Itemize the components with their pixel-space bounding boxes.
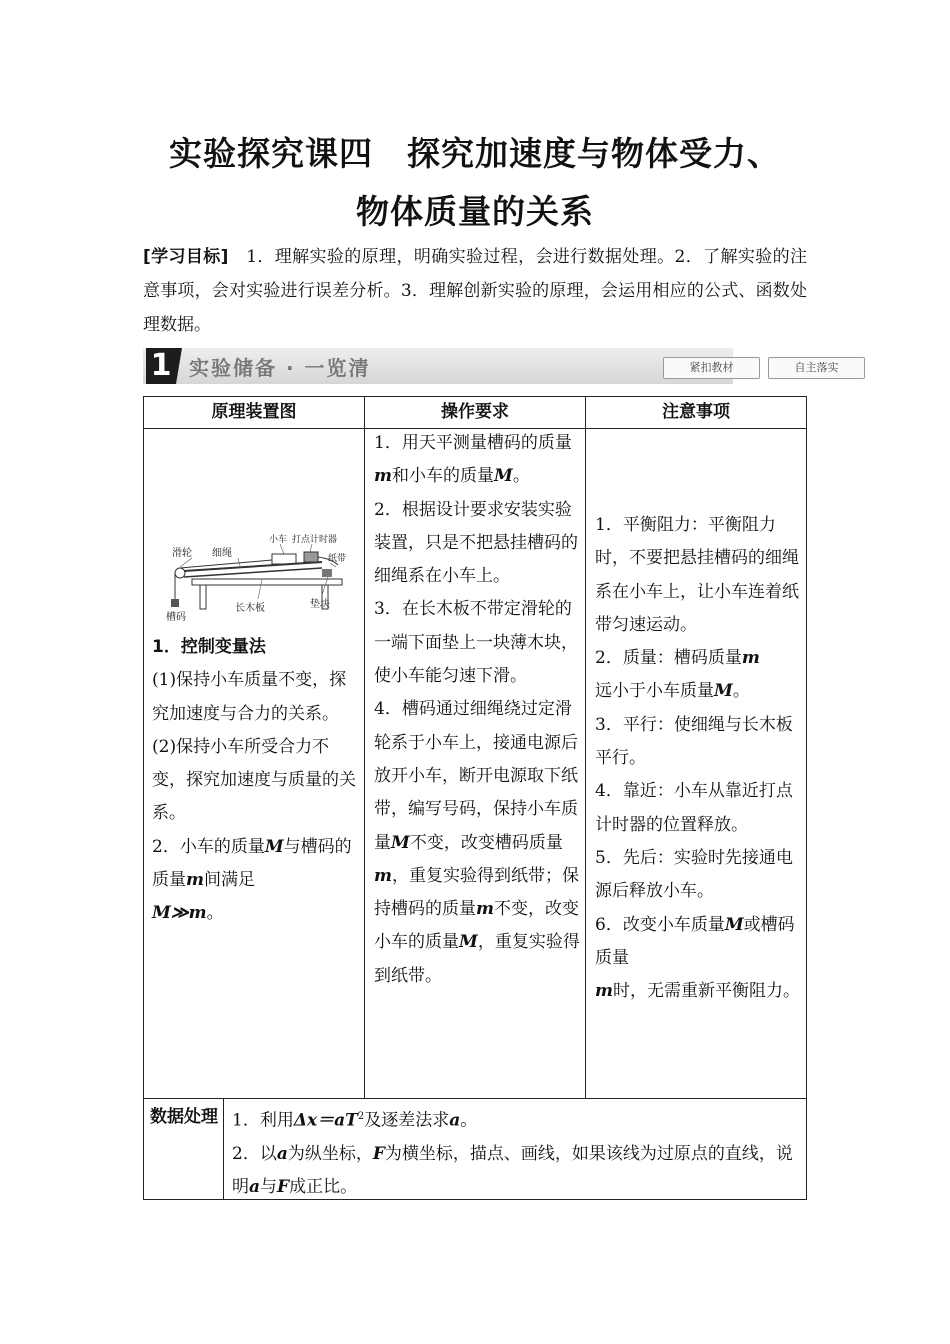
block-icon: [322, 569, 332, 577]
section-banner: [143, 348, 839, 384]
operation-step: 4．槽码通过细绳绕过定滑轮系于小车上，接通电源后放开小车，断开电源取下纸带，编写号码，保持小车质量M不变，改变槽码质量m，重复实验得到纸带；保持槽码的质量m不变，改变小车的质量M，重复实验得到纸带。: [374, 699, 580, 986]
leader-line: [258, 579, 262, 599]
principle-line: 1．控制变量法: [152, 637, 266, 657]
section-title: 实验储备 · 一览清: [189, 356, 371, 380]
leader-line: [238, 558, 240, 566]
principle-line: (1)保持小车质量不变，探究加速度与合力的关系。: [152, 670, 347, 724]
principle-line: (2)保持小车所受合力不变，探究加速度与质量的关系。: [152, 736, 356, 824]
note-item: 3．平行：使细绳与长木板平行。: [595, 714, 793, 769]
chip-textbook[interactable]: 紧扣教材: [663, 357, 760, 379]
data-step: 1．利用$\Delta x=aT^2$及逐差法求a。: [232, 1110, 478, 1131]
label-block: 垫块: [310, 599, 330, 610]
table-leg: [200, 585, 206, 609]
label-board: 长木板: [235, 603, 265, 614]
label-rope: 细绳: [212, 548, 232, 559]
notes-cell: [595, 509, 801, 1008]
chip-self-study[interactable]: 自主落实: [768, 357, 865, 379]
learning-goals: [143, 240, 807, 342]
note-item: 5．先后：实验时先接通电源后释放小车。: [595, 847, 793, 902]
header-operation: 操作要求: [441, 402, 509, 422]
table-top: [192, 579, 342, 585]
operation-step: 3．在长木板不带定滑轮的一端下面垫上一块薄木块，使小车能匀速下滑。: [374, 599, 578, 687]
operation-step: 1．用天平测量槽码的质量m和小车的质量M。: [374, 433, 572, 487]
leader-line: [180, 558, 192, 567]
note-item: 4．靠近：小车从靠近打点计时器的位置释放。: [595, 781, 793, 835]
experiment-table: [143, 396, 807, 1200]
note-item: 1．平衡阻力：平衡阻力时，不要把悬挂槽码的细绳系在小车上，让小车连着纸带匀速运动。: [595, 515, 799, 635]
cart-icon: [272, 554, 296, 564]
principle-cell: [152, 631, 358, 931]
header-principle: 原理装置图: [211, 402, 297, 422]
pulley-icon: [175, 568, 185, 578]
section-number: 1: [146, 348, 176, 384]
label-pulley: 滑轮: [172, 548, 192, 559]
apparatus-diagram: [162, 527, 362, 625]
note-item: 6．改变小车质量M或槽码质量 m时，无需重新平衡阻力。: [595, 914, 800, 1002]
label-timer: 打点计时器: [292, 535, 338, 545]
divider: [364, 397, 365, 1098]
data-step: 2．以a为纵坐标，F为横坐标，描点、画线，如果该线为过原点的直线，说明a与F成正比。: [232, 1143, 793, 1198]
divider: [144, 1098, 806, 1099]
page-title: 实验探究课四 探究加速度与物体受力、: [169, 134, 781, 173]
label-weight: 槽码: [166, 612, 186, 623]
weight-icon: [171, 599, 179, 607]
principle-line: 2．小车的质量M与槽码的质量m间满足 M≫m。: [152, 836, 352, 924]
timer-icon: [304, 552, 318, 562]
goals-label: [学习目标]: [143, 247, 229, 267]
operation-cell: [374, 427, 580, 993]
note-item: 2．质量：槽码质量m 远小于小车质量M。: [595, 648, 760, 702]
operation-step: 2．根据设计要求安装实验装置，只是不把悬挂槽码的细绳系在小车上。: [374, 499, 578, 587]
label-cart: 小车: [269, 535, 288, 545]
label-tape: 纸带: [328, 554, 347, 564]
data-processing-cell: [232, 1100, 800, 1205]
divider: [585, 397, 586, 1098]
goals-text: 1．理解实验的原理，明确实验过程，会进行数据处理。2．了解实验的注意事项，会对实验进行误差分析。3．理解创新实验的原理，会运用相应的公式、函数处理数据。: [143, 247, 807, 335]
header-notes: 注意事项: [662, 402, 730, 422]
leader-line: [322, 577, 328, 595]
leader-line: [310, 544, 312, 552]
leader-line: [280, 544, 284, 554]
data-processing-label: 数据处理: [150, 1107, 218, 1127]
page-title-line2: 物体质量的关系: [356, 192, 594, 231]
